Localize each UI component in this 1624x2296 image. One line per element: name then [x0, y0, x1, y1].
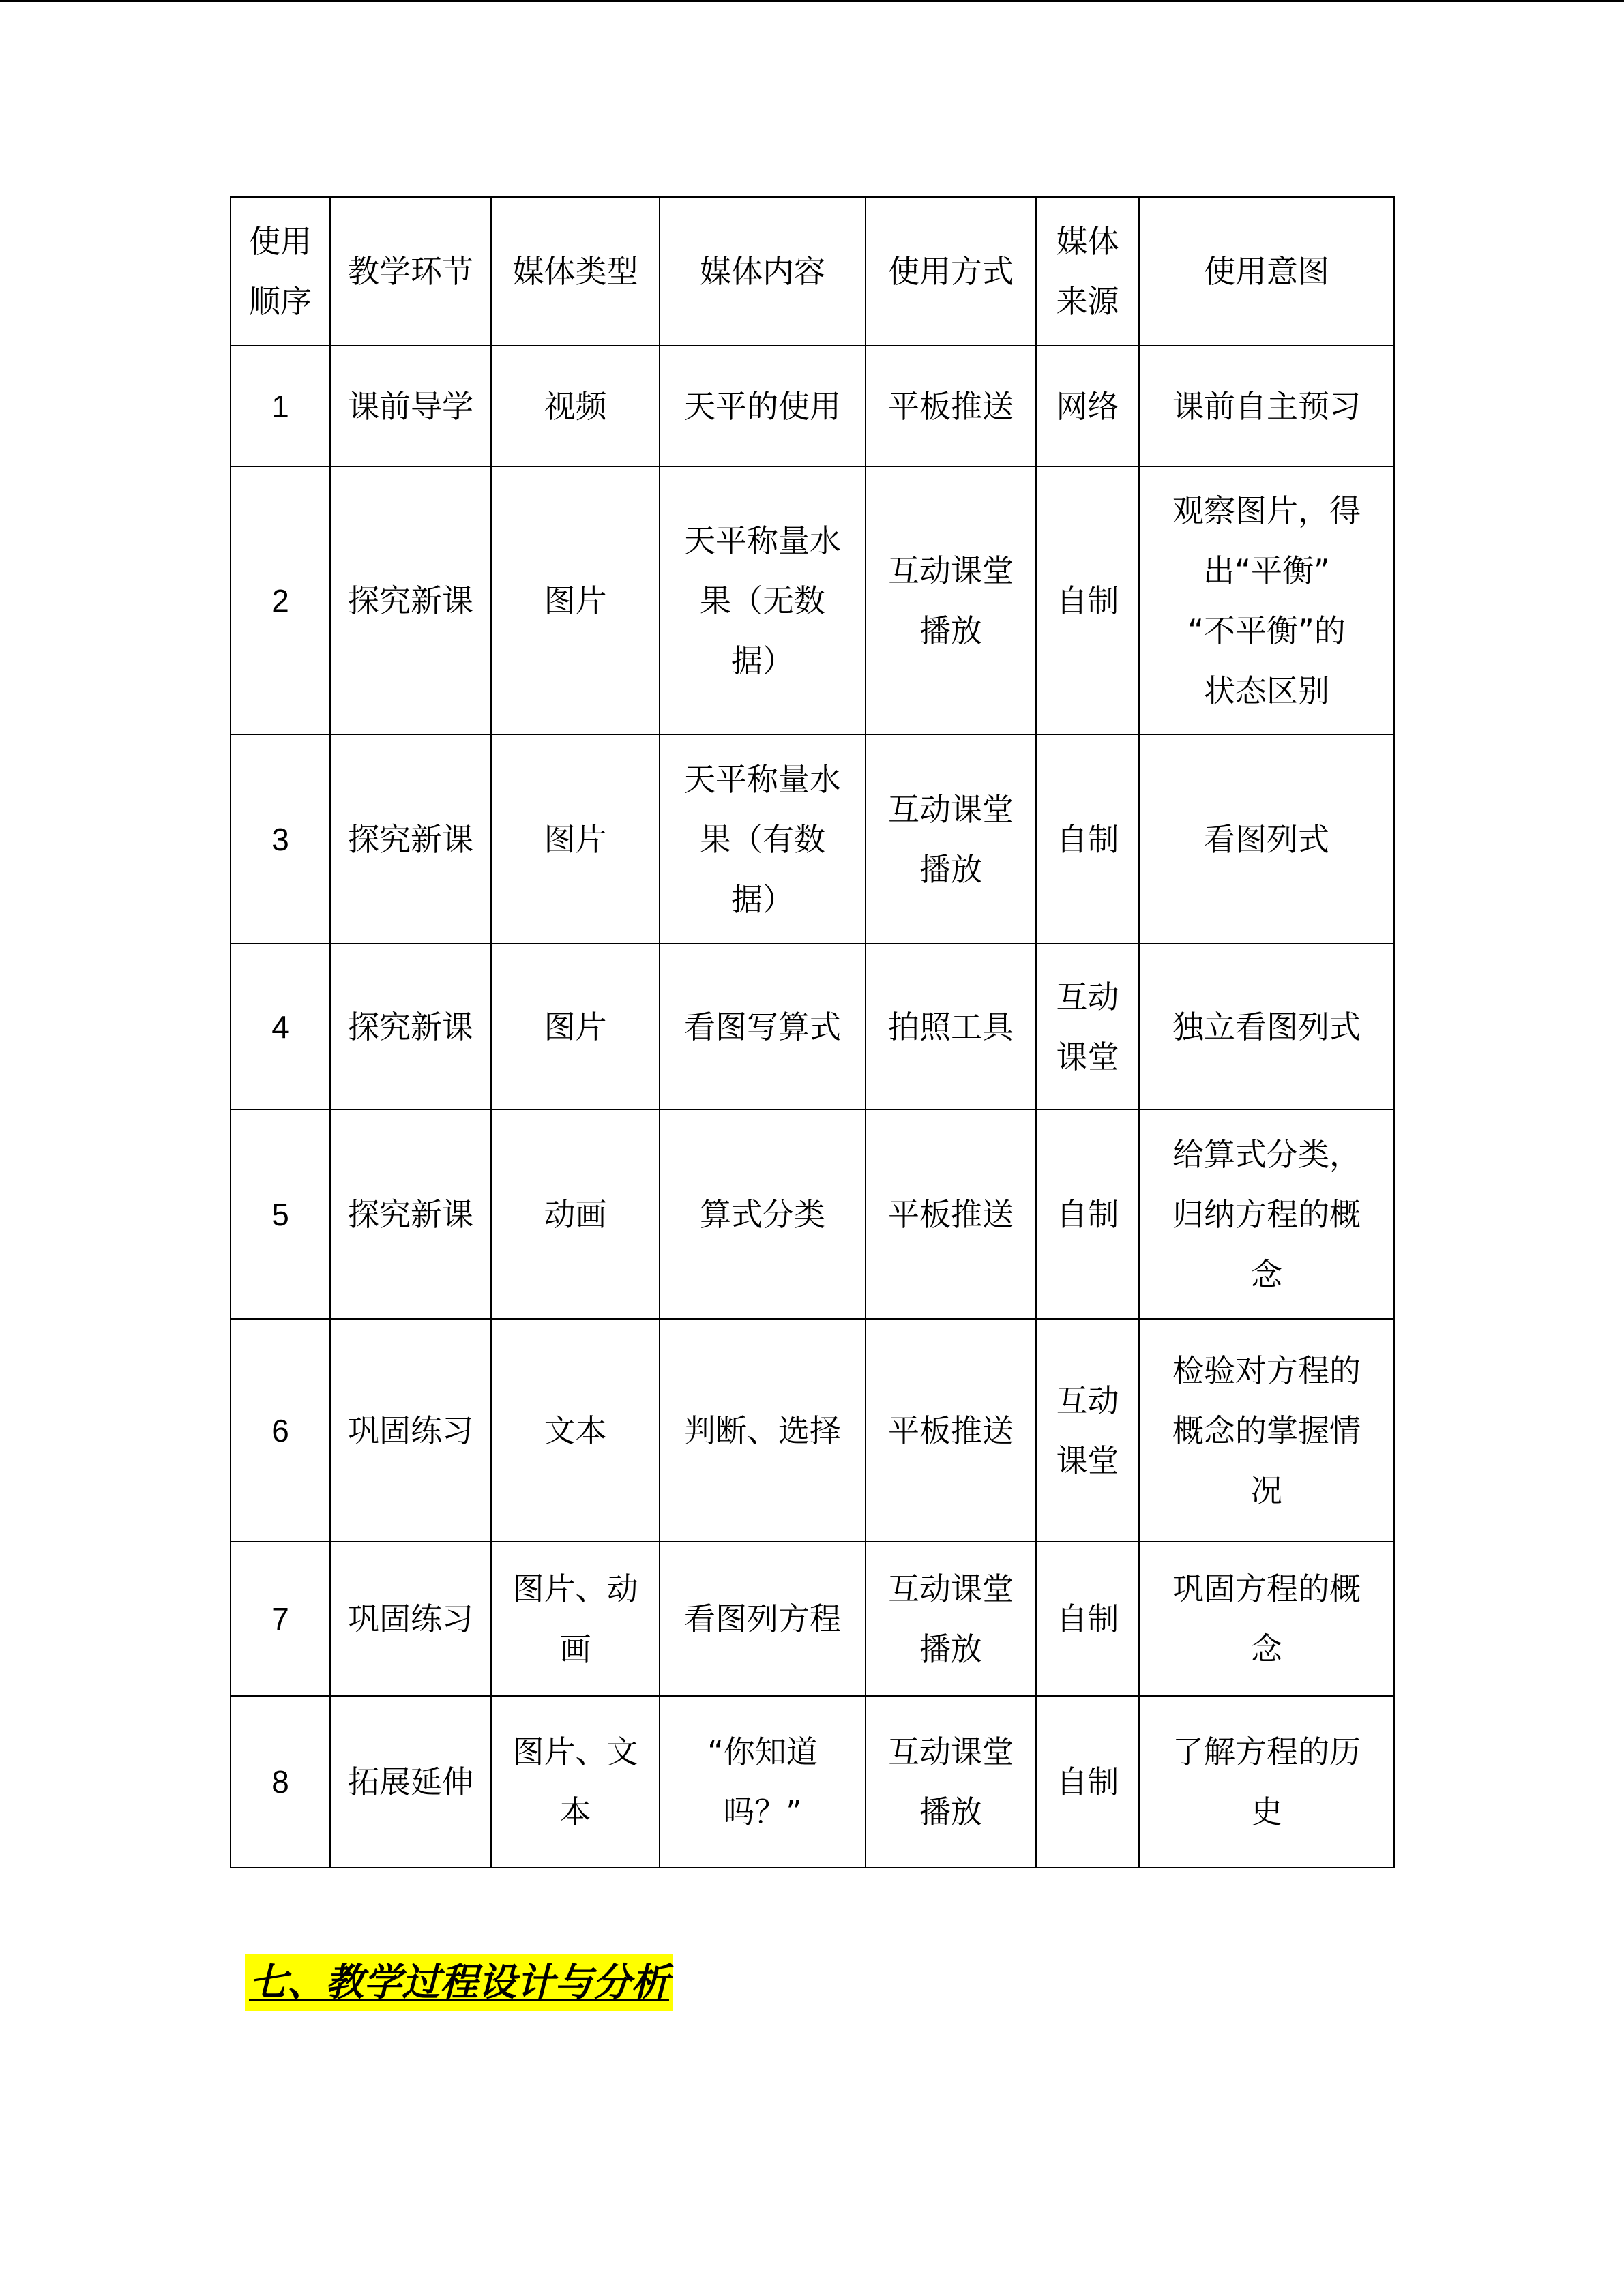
section-heading: 七、教学过程设计与分析	[245, 1954, 673, 2011]
cell-intent: 独立看图列式	[1139, 944, 1394, 1109]
cell-intent: 课前自主预习	[1139, 346, 1394, 466]
cell-stage: 拓展延伸	[330, 1696, 491, 1868]
cell-order: 2	[231, 466, 330, 734]
cell-content: 看图列方程	[660, 1542, 866, 1696]
cell-intent: 看图列式	[1139, 734, 1394, 944]
cell-method: 平板推送	[866, 346, 1036, 466]
cell-intent: 检验对方程的 概念的掌握情 况	[1139, 1319, 1394, 1542]
cell-method: 平板推送	[866, 1109, 1036, 1319]
cell-content: 天平称量水 果（有数 据）	[660, 734, 866, 944]
cell-content: 天平称量水 果（无数 据）	[660, 466, 866, 734]
cell-method: 互动课堂 播放	[866, 734, 1036, 944]
cell-source: 自制	[1036, 1696, 1139, 1868]
cell-content: 算式分类	[660, 1109, 866, 1319]
cell-source: 自制	[1036, 1109, 1139, 1319]
cell-stage: 巩固练习	[330, 1319, 491, 1542]
table-row	[231, 346, 1394, 466]
cell-source: 网络	[1036, 346, 1139, 466]
header-media-type: 媒体类型	[491, 197, 660, 346]
cell-source: 互动 课堂	[1036, 1319, 1139, 1542]
cell-stage: 课前导学	[330, 346, 491, 466]
table-row	[231, 1109, 1394, 1319]
cell-media-type: 图片、动 画	[491, 1542, 660, 1696]
cell-stage: 探究新课	[330, 466, 491, 734]
cell-intent: 了解方程的历 史	[1139, 1696, 1394, 1868]
cell-order: 5	[231, 1109, 330, 1319]
cell-content: “你知道 吗？”	[660, 1696, 866, 1868]
cell-method: 拍照工具	[866, 944, 1036, 1109]
cell-order: 3	[231, 734, 330, 944]
cell-order: 6	[231, 1319, 330, 1542]
header-intent: 使用意图	[1139, 197, 1394, 346]
cell-content: 判断、选择	[660, 1319, 866, 1542]
table-row	[231, 466, 1394, 734]
header-stage: 教学环节	[330, 197, 491, 346]
cell-media-type: 图片	[491, 944, 660, 1109]
cell-media-type: 视频	[491, 346, 660, 466]
media-usage-table	[230, 196, 1395, 1868]
cell-order: 1	[231, 346, 330, 466]
cell-stage: 探究新课	[330, 1109, 491, 1319]
cell-media-type: 图片	[491, 466, 660, 734]
cell-content: 看图写算式	[660, 944, 866, 1109]
cell-intent: 给算式分类， 归纳方程的概 念	[1139, 1109, 1394, 1319]
cell-source: 自制	[1036, 734, 1139, 944]
cell-order: 4	[231, 944, 330, 1109]
cell-order: 8	[231, 1696, 330, 1868]
header-order: 使用 顺序	[231, 197, 330, 346]
cell-media-type: 文本	[491, 1319, 660, 1542]
cell-method: 互动课堂 播放	[866, 1696, 1036, 1868]
cell-order: 7	[231, 1542, 330, 1696]
cell-method: 互动课堂 播放	[866, 466, 1036, 734]
header-source: 媒体 来源	[1036, 197, 1139, 346]
cell-source: 自制	[1036, 466, 1139, 734]
header-content: 媒体内容	[660, 197, 866, 346]
table-row	[231, 1696, 1394, 1868]
cell-stage: 巩固练习	[330, 1542, 491, 1696]
cell-stage: 探究新课	[330, 734, 491, 944]
page-top-border	[0, 0, 1624, 2]
cell-source: 自制	[1036, 1542, 1139, 1696]
table-row	[231, 1319, 1394, 1542]
cell-media-type: 图片、文 本	[491, 1696, 660, 1868]
cell-stage: 探究新课	[330, 944, 491, 1109]
cell-media-type: 动画	[491, 1109, 660, 1319]
header-method: 使用方式	[866, 197, 1036, 346]
table-header-row	[231, 197, 1394, 346]
cell-method: 平板推送	[866, 1319, 1036, 1542]
cell-intent: 巩固方程的概 念	[1139, 1542, 1394, 1696]
table-row	[231, 734, 1394, 944]
cell-method: 互动课堂 播放	[866, 1542, 1036, 1696]
table-row	[231, 1542, 1394, 1696]
table-row	[231, 944, 1394, 1109]
cell-source: 互动 课堂	[1036, 944, 1139, 1109]
cell-intent: 观察图片，得 出“平衡” “不平衡”的 状态区别	[1139, 466, 1394, 734]
cell-media-type: 图片	[491, 734, 660, 944]
cell-content: 天平的使用	[660, 346, 866, 466]
